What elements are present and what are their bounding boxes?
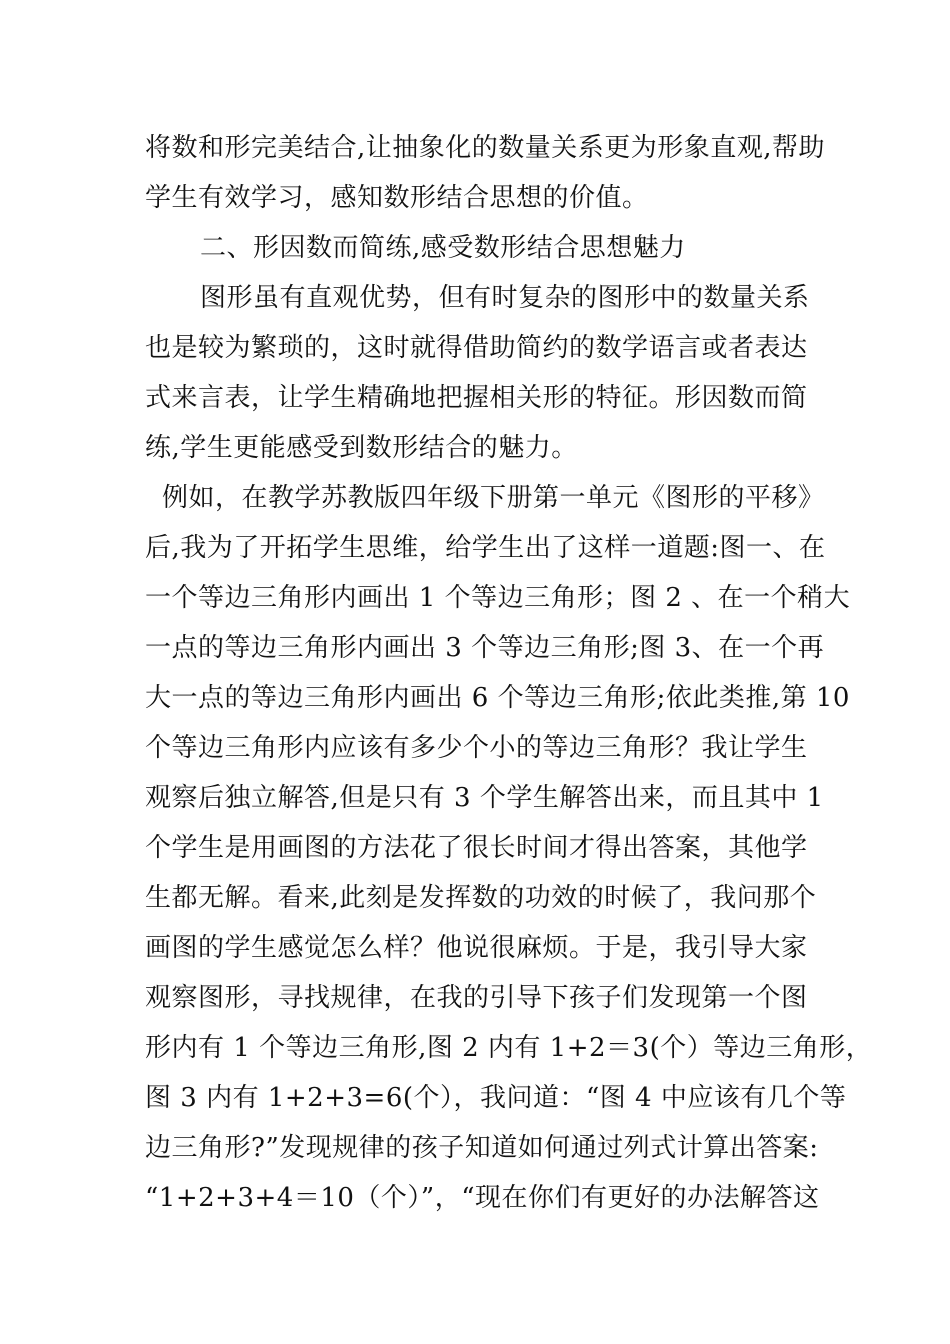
text-line: 一个等边三角形内画出 1 个等边三角形；图 2 、在一个稍大 bbox=[145, 583, 851, 613]
text-line: 个学生是用画图的方法花了很长时间才得出答案，其他学 bbox=[145, 833, 808, 863]
text-line: 练,学生更能感受到数形结合的魅力。 bbox=[145, 433, 578, 463]
text-line: 形内有 1 个等边三角形,图 2 内有 1+2＝3(个）等边三角形， bbox=[145, 1033, 873, 1063]
text-line: 画图的学生感觉怎么样？他说很麻烦。于是，我引导大家 bbox=[145, 933, 808, 963]
text-line: 个等边三角形内应该有多少个小的等边三角形？我让学生 bbox=[145, 733, 808, 763]
text-line: 图形虽有直观优势，但有时复杂的图形中的数量关系 bbox=[200, 283, 810, 313]
text-line: 图 3 内有 1+2+3=6(个），我问道：“图 4 中应该有几个等 bbox=[145, 1083, 847, 1113]
text-line: 也是较为繁琐的，这时就得借助简约的数学语言或者表达 bbox=[145, 333, 808, 363]
section-heading: 二、形因数而简练,感受数形结合思想魅力 bbox=[200, 233, 686, 263]
text-line: 大一点的等边三角形内画出 6 个等边三角形;依此类推,第 10 bbox=[145, 683, 850, 713]
text-line: 观察图形，寻找规律，在我的引导下孩子们发现第一个图 bbox=[145, 983, 808, 1013]
text-line: 一点的等边三角形内画出 3 个等边三角形;图 3、在一个再 bbox=[145, 633, 825, 663]
text-line: 式来言表，让学生精确地把握相关形的特征。形因数而简 bbox=[145, 383, 808, 413]
text-line: 例如，在教学苏教版四年级下册第一单元《图形的平移》 bbox=[162, 483, 825, 513]
text-line: 将数和形完美结合,让抽象化的数量关系更为形象直观,帮助 bbox=[145, 133, 826, 163]
text-line: 学生有效学习，感知数形结合思想的价值。 bbox=[145, 183, 649, 213]
text-line: 生都无解。看来,此刻是发挥数的功效的时候了，我问那个 bbox=[145, 883, 817, 913]
text-line: “1+2+3+4＝10（个）”，“现在你们有更好的办法解答这 bbox=[145, 1183, 820, 1213]
text-line: 后,我为了开拓学生思维，给学生出了这样一道题:图一、在 bbox=[145, 533, 826, 563]
text-line: 观察后独立解答,但是只有 3 个学生解答出来，而且其中 1 bbox=[145, 783, 824, 813]
text-line: 边三角形?”发现规律的孩子知道如何通过列式计算出答案: bbox=[145, 1133, 819, 1163]
